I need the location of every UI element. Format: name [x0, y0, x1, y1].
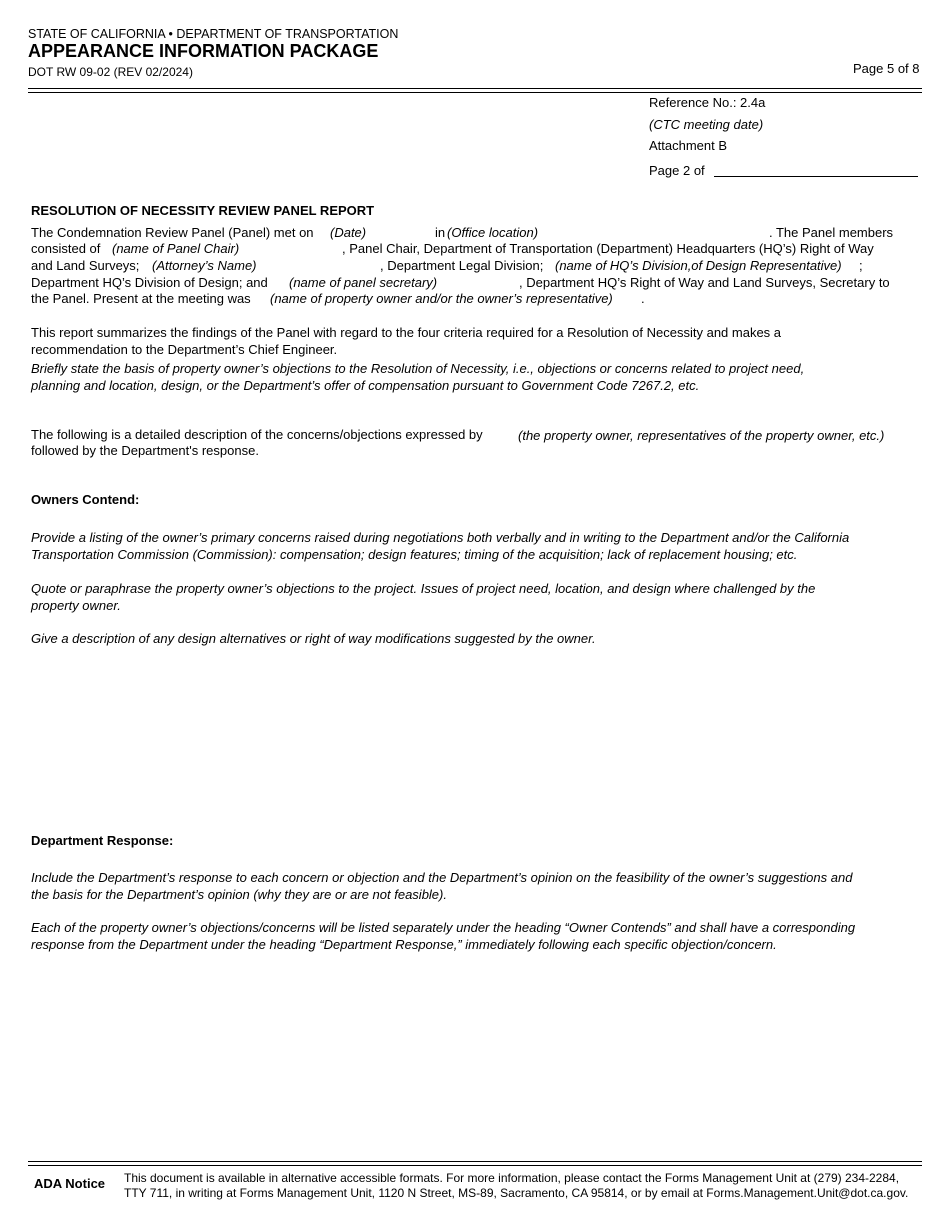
intro-text: . The Panel members [769, 225, 894, 240]
panel-secretary-placeholder[interactable]: (name of panel secretary) [289, 275, 438, 290]
intro-text: , Department Legal Division; [380, 258, 544, 273]
instruction-text: Transportation Commission (Commission): compensation; design features; timing of the acquisition; lack of replacement housing; etc. [31, 547, 798, 562]
instruction-text: Briefly state the basis of property owner’s objections to the Resolution of Necessity, i.e., objections or concerns related to project need, [31, 361, 805, 376]
instruction-text: Each of the property owner’s objections/concerns will be listed separately under the heading “Owner Contends” and shall have a corresponding [31, 920, 856, 935]
intro-text: Department HQ’s Division of Design; and [31, 275, 268, 290]
ada-notice-text: TTY 711, in writing at Forms Management Unit, 1120 N Street, MS-89, Sacramento, CA 95814, or by email at Forms.Management.Unit@dot.ca.gov. [124, 1186, 909, 1200]
instruction-text: planning and location, design, or the Department’s offer of compensation pursuant to Government Code 7267.2, etc. [31, 378, 700, 393]
summary-text: This report summarizes the findings of the Panel with regard to the four criteria required for a Resolution of Necessity and makes a [31, 325, 782, 340]
intro-text: in [435, 225, 446, 240]
instruction-text: response from the Department under the heading “Department Response,” immediately following each specific objection/concern. [31, 937, 777, 952]
intro-text: , Panel Chair, Department of Transportation (Department) Headquarters (HQ’s) Right of Way [342, 241, 874, 256]
intro-text: The Condemnation Review Panel (Panel) met on [31, 225, 314, 240]
owners-contend-heading: Owners Contend: [31, 492, 140, 507]
instruction-text: the basis for the Department’s opinion (why they are or are not feasible). [31, 887, 447, 902]
footer-rule-bottom [28, 1165, 922, 1166]
ada-notice-text: This document is available in alternative accessible formats. For more information, please contact the Forms Management Unit at (279) 234-2284, [124, 1171, 900, 1185]
following-text: followed by the Department's response. [31, 443, 259, 458]
form-number: DOT RW 09-02 (REV 02/2024) [28, 65, 193, 79]
intro-text: and Land Surveys; [31, 258, 140, 273]
ada-notice-label: ADA Notice [34, 1176, 106, 1191]
following-text: The following is a detailed description of the concerns/objections expressed by [31, 427, 483, 442]
report-heading: RESOLUTION OF NECESSITY REVIEW PANEL REPORT [31, 203, 375, 218]
form-title: APPEARANCE INFORMATION PACKAGE [28, 41, 379, 61]
attachment-label: Attachment B [649, 138, 728, 153]
office-location-placeholder[interactable]: (Office location) [447, 225, 539, 240]
reference-number: Reference No.: 2.4a [649, 95, 766, 110]
ctc-meeting-date: (CTC meeting date) [649, 117, 764, 132]
intro-text: the Panel. Present at the meeting was [31, 291, 251, 306]
design-representative-placeholder[interactable]: (name of HQ’s Division,of Design Representative) [555, 258, 842, 273]
instruction-text: property owner. [31, 598, 121, 613]
following-placeholder: (the property owner, representatives of the property owner, etc.) [518, 428, 885, 443]
header-rule-top [28, 88, 922, 89]
agency-line: STATE OF CALIFORNIA • DEPARTMENT OF TRANSPORTATION [28, 27, 399, 41]
intro-text: ; [859, 258, 863, 273]
page-total-field[interactable] [714, 176, 918, 177]
date-placeholder[interactable]: (Date) [330, 225, 367, 240]
intro-text: , Department HQ’s Right of Way and Land Surveys, Secretary to [519, 275, 890, 290]
instruction-text: Give a description of any design alternatives or right of way modifications suggested by the owner. [31, 631, 596, 646]
instruction-text: Quote or paraphrase the property owner’s objections to the project. Issues of project need, location, and design where challenged by the [31, 581, 816, 596]
footer-rule-top [28, 1161, 922, 1162]
department-response-heading: Department Response: [31, 833, 174, 848]
property-owner-placeholder[interactable]: (name of property owner and/or the owner’s representative) [270, 291, 613, 306]
page-indicator: Page 5 of 8 [853, 61, 920, 76]
instruction-text: Include the Department’s response to each concern or objection and the Department’s opinion on the feasibility of the owner’s suggestions and [31, 870, 853, 885]
panel-chair-placeholder[interactable]: (name of Panel Chair) [112, 241, 240, 256]
instruction-text: Provide a listing of the owner’s primary concerns raised during negotiations both verbally and in writing to the Department and/or the California [31, 530, 850, 545]
header-rule-bottom [28, 92, 922, 93]
summary-text: recommendation to the Department’s Chief Engineer. [31, 342, 338, 357]
attorney-name-placeholder[interactable]: (Attorney’s Name) [152, 258, 257, 273]
intro-text: . [641, 291, 645, 306]
intro-text: consisted of [31, 241, 101, 256]
page-of-label: Page 2 of [649, 163, 705, 178]
